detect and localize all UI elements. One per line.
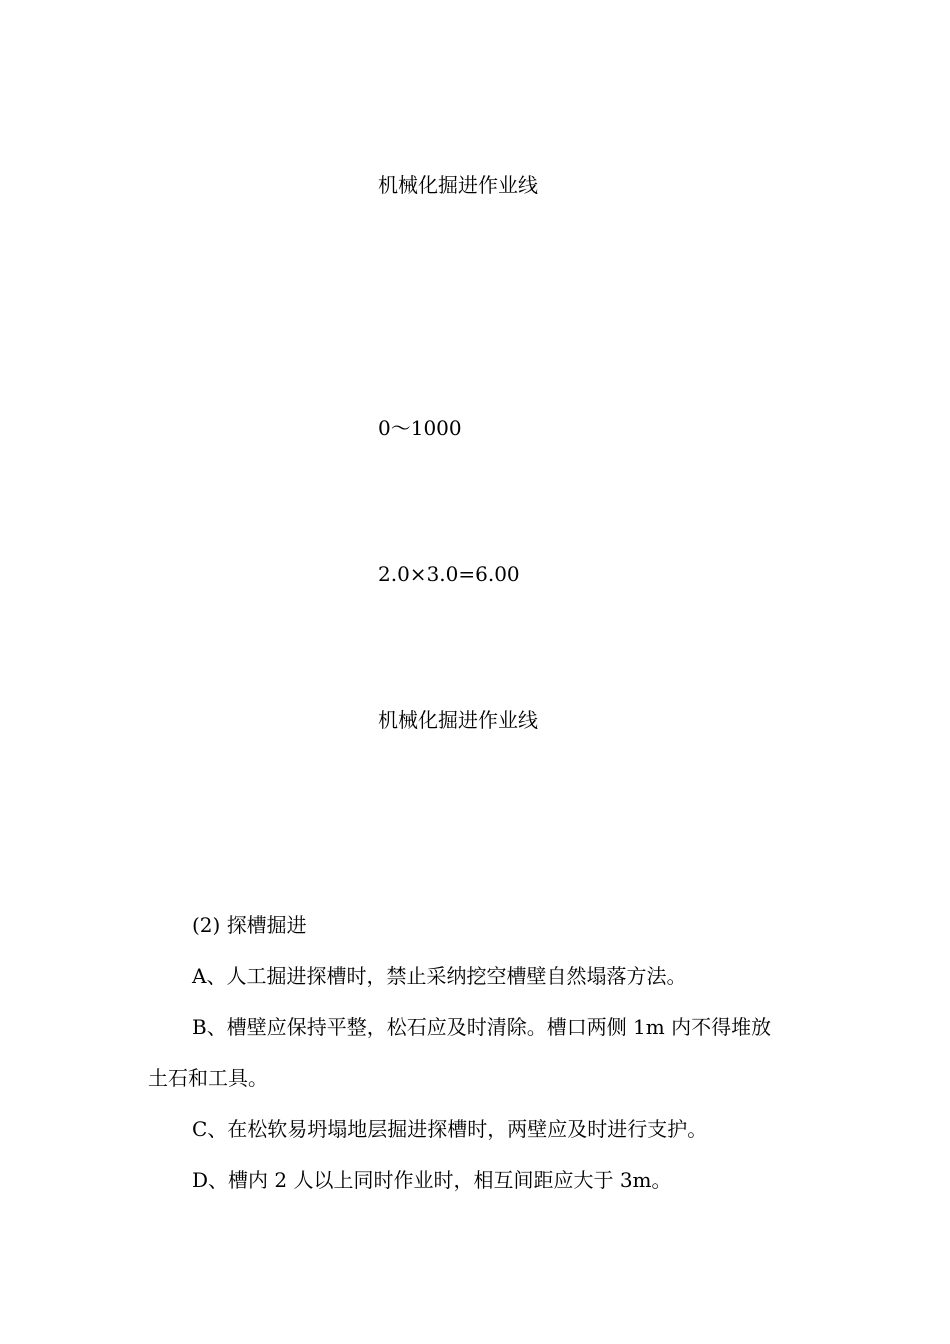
item-b: B、槽壁应保持平整，松石应及时清除。槽口两侧 1m 内不得堆放土石和工具。 <box>148 1015 772 1090</box>
item-a: A、人工掘进探槽时，禁止采纳挖空槽壁自然塌落方法。 <box>192 964 687 988</box>
diagram-label-line-top: 机械化掘进作业线 <box>378 173 538 197</box>
section-body <box>148 900 788 1206</box>
diagram-label-area: 2.0×3.0=6.00 <box>378 562 520 586</box>
diagram-label-line-bottom: 机械化掘进作业线 <box>378 708 538 732</box>
item-d: D、槽内 2 人以上同时作业时，相互间距应大于 3m。 <box>192 1168 672 1192</box>
diagram-label-range: 0～1000 <box>378 416 462 440</box>
item-c: C、在松软易坍塌地层掘进探槽时，两壁应及时进行支护。 <box>192 1117 708 1141</box>
section-heading: (2) 探槽掘进 <box>192 913 307 937</box>
